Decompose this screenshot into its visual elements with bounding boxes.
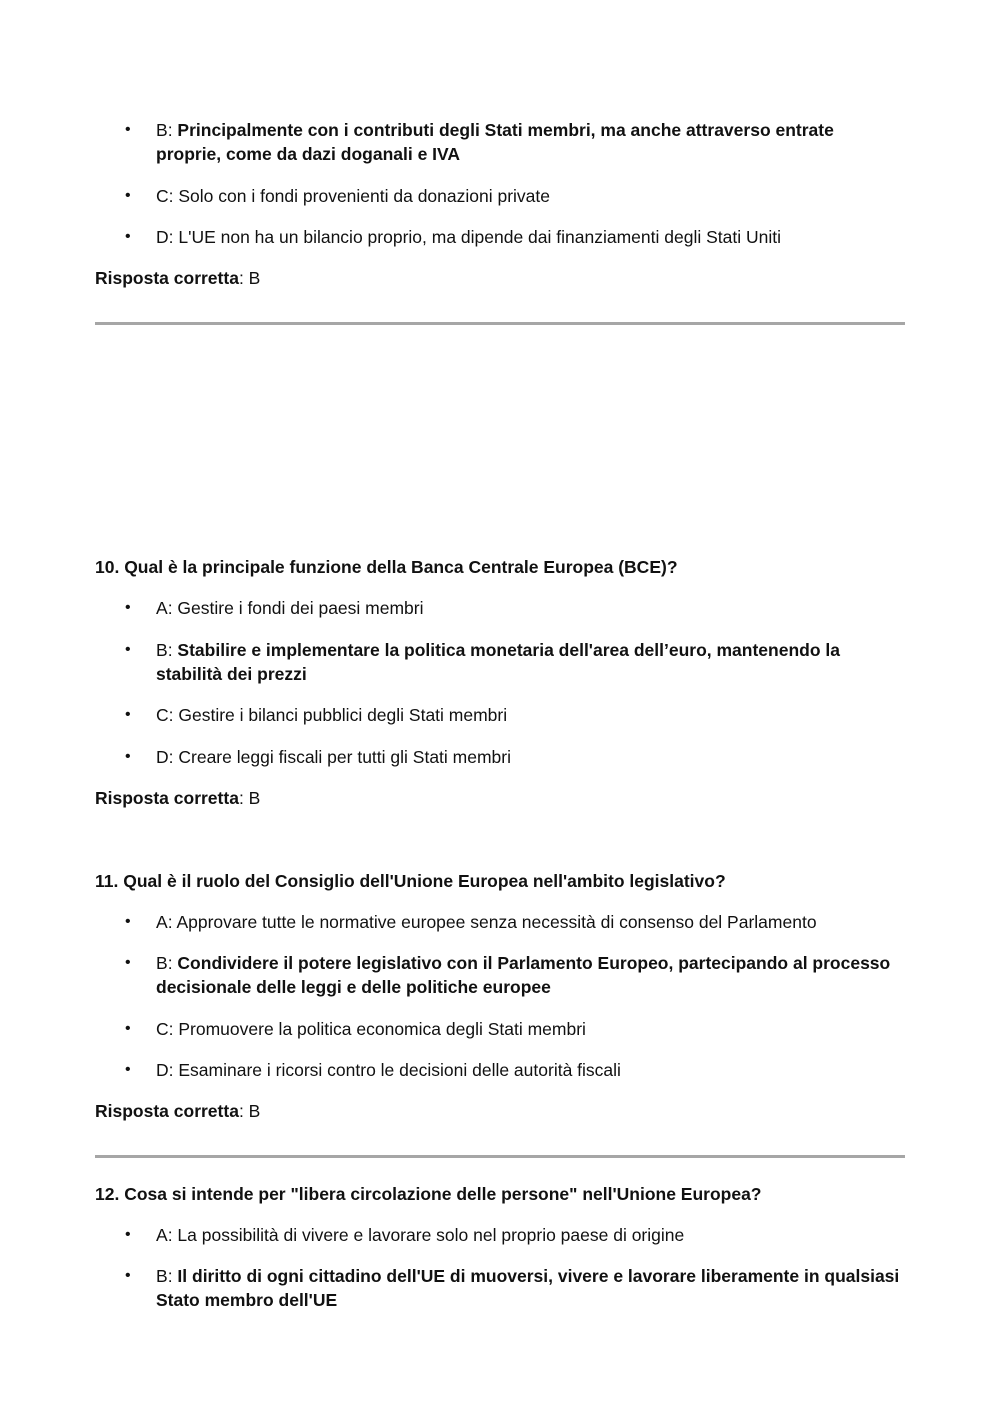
option-11-c: • C: Promuovere la politica economica degli Stati membri — [125, 1019, 586, 1039]
bullet-icon: • — [125, 954, 131, 971]
option-letter: B — [156, 120, 168, 140]
option-12-b: • B: Il diritto di ogni cittadino dell'UE di muoversi, vivere e lavorare liberamente in qualsiasi Stato membro dell'UE — [125, 1266, 900, 1310]
bullet-icon: • — [125, 1267, 131, 1284]
option-letter: B — [156, 1266, 168, 1286]
option-letter: A — [156, 598, 168, 618]
answer-value: B — [248, 788, 261, 808]
answer-9: Risposta corretta: B — [95, 268, 261, 288]
option-9-c: • C: Solo con i fondi provenienti da donazioni private — [125, 186, 551, 206]
option-9-d: • D: L'UE non ha un bilancio proprio, ma dipende dai finanziamenti degli Stati Uniti — [125, 227, 781, 247]
section-divider — [95, 322, 905, 325]
option-text: Approvare tutte le normative europee senza necessità di consenso del Parlamento — [176, 912, 817, 932]
bullet-icon: • — [125, 641, 131, 658]
bullet-icon: • — [125, 187, 131, 204]
option-11-a: • A: Approvare tutte le normative europee senza necessità di consenso del Parlamento — [125, 912, 817, 932]
option-10-b: • B: Stabilire e implementare la politica monetaria dell'area dell’euro, mantenendo la stabilità dei prezzi — [125, 640, 840, 684]
question-10-title: 10. Qual è la principale funzione della Banca Centrale Europea (BCE)? — [95, 557, 678, 577]
question-11-title: 11. Qual è il ruolo del Consiglio dell'Unione Europea nell'ambito legislativo? — [95, 871, 726, 891]
option-text: Gestire i fondi dei paesi membri — [177, 598, 424, 618]
option-10-a: • A: Gestire i fondi dei paesi membri — [125, 598, 424, 618]
option-text: Condividere il potere legislativo con il Parlamento Europeo, partecipando al processo decisionale delle leggi e delle politiche europee — [156, 953, 891, 997]
bullet-icon: • — [125, 228, 131, 245]
option-letter: B — [156, 640, 168, 660]
answer-label: Risposta corretta — [95, 268, 239, 288]
option-text: Principalmente con i contributi degli Stati membri, ma anche attraverso entrate proprie, come da dazi doganali e IVA — [156, 120, 834, 164]
option-text: Esaminare i ricorsi contro le decisioni delle autorità fiscali — [178, 1060, 621, 1080]
bullet-icon: • — [125, 1226, 131, 1243]
option-letter: C — [156, 1019, 169, 1039]
answer-11: Risposta corretta: B — [95, 1101, 261, 1121]
bullet-icon: • — [125, 913, 131, 930]
option-11-b: • B: Condividere il potere legislativo con il Parlamento Europeo, partecipando al processo decisionale delle leggi e delle politiche europee — [125, 953, 891, 997]
answer-label: Risposta corretta — [95, 788, 239, 808]
option-9-b: • B: Principalmente con i contributi degli Stati membri, ma anche attraverso entrate proprie, come da dazi doganali e IVA — [125, 120, 834, 164]
bullet-icon: • — [125, 121, 131, 138]
option-letter: D — [156, 747, 169, 767]
bullet-icon: • — [125, 1061, 131, 1078]
answer-value: B — [248, 268, 261, 288]
option-text: L'UE non ha un bilancio proprio, ma dipende dai finanziamenti degli Stati Uniti — [178, 227, 781, 247]
option-letter: D — [156, 1060, 169, 1080]
option-text: Creare leggi fiscali per tutti gli Stati membri — [178, 747, 511, 767]
option-letter: C — [156, 186, 169, 206]
answer-value: B — [248, 1101, 261, 1121]
bullet-icon: • — [125, 599, 131, 616]
option-letter: D — [156, 227, 169, 247]
option-text: La possibilità di vivere e lavorare solo nel proprio paese di origine — [177, 1225, 685, 1245]
option-text: Stabilire e implementare la politica monetaria dell'area dell’euro, mantenendo la stabilità dei prezzi — [156, 640, 840, 684]
option-text: Gestire i bilanci pubblici degli Stati membri — [178, 705, 508, 725]
bullet-icon: • — [125, 748, 131, 765]
option-letter: C — [156, 705, 169, 725]
option-10-c: • C: Gestire i bilanci pubblici degli Stati membri — [125, 705, 508, 725]
option-11-d: • D: Esaminare i ricorsi contro le decisioni delle autorità fiscali — [125, 1060, 621, 1080]
option-text: Il diritto di ogni cittadino dell'UE di muoversi, vivere e lavorare liberamente in qualsiasi Stato membro dell'UE — [156, 1266, 900, 1310]
option-letter: A — [156, 912, 168, 932]
option-10-d: • D: Creare leggi fiscali per tutti gli Stati membri — [125, 747, 511, 767]
question-12-title: 12. Cosa si intende per "libera circolazione delle persone" nell'Unione Europea? — [95, 1184, 762, 1204]
option-12-a: • A: La possibilità di vivere e lavorare solo nel proprio paese di origine — [125, 1225, 685, 1245]
bullet-icon: • — [125, 1020, 131, 1037]
option-letter: A — [156, 1225, 168, 1245]
option-letter: B — [156, 953, 168, 973]
answer-label: Risposta corretta — [95, 1101, 239, 1121]
option-text: Solo con i fondi provenienti da donazioni private — [178, 186, 551, 206]
section-divider — [95, 1155, 905, 1158]
option-text: Promuovere la politica economica degli Stati membri — [178, 1019, 586, 1039]
bullet-icon: • — [125, 706, 131, 723]
answer-10: Risposta corretta: B — [95, 788, 261, 808]
